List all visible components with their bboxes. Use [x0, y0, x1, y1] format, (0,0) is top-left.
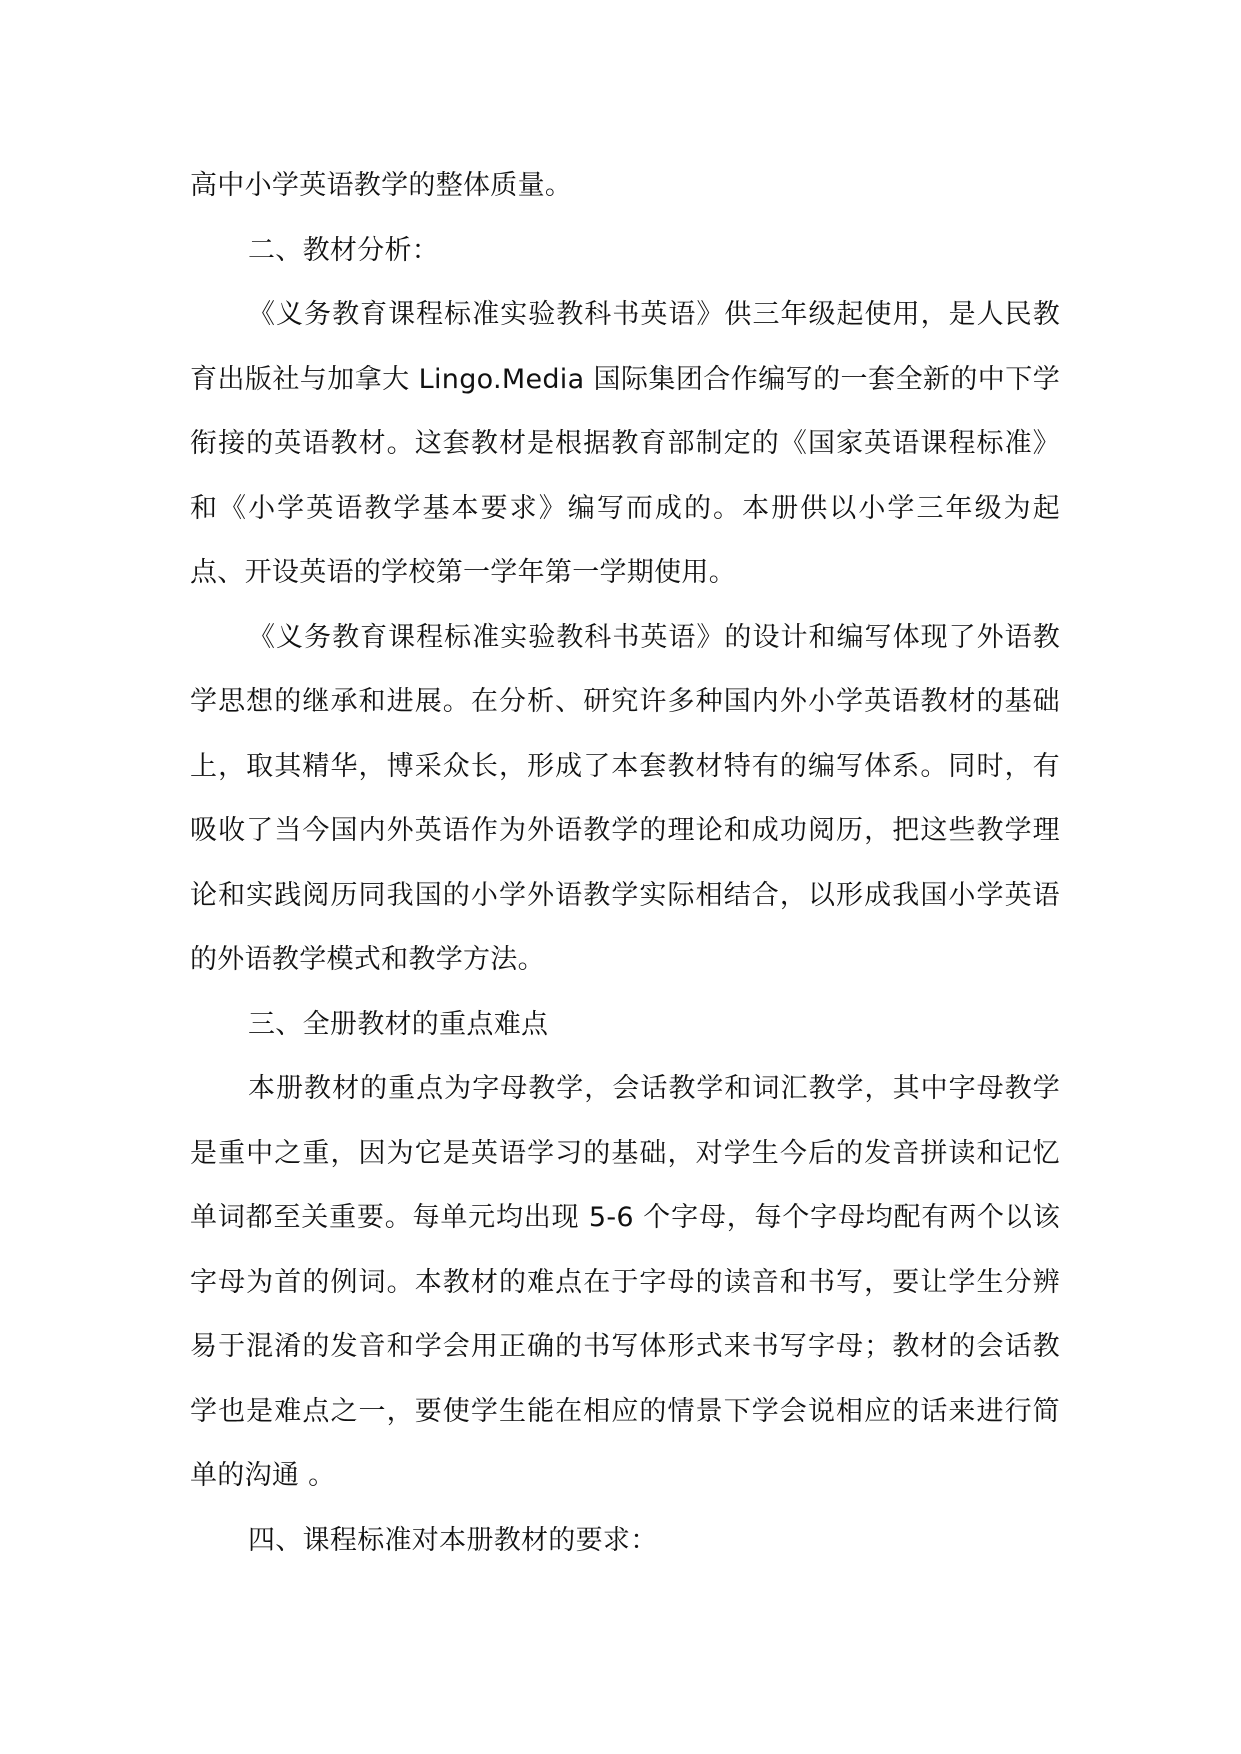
paragraph-textbook-intro: 《义务教育课程标准实验教科书英语》供三年级起使用，是人民教育出版社与加拿大 Lingo.Media 国际集团合作编写的一套全新的中下学衔接的英语教材。这套教材是根据教育部制定的《国家英语课程标准》和《小学英语教学基本要求》编写而成的。本册供以小学三年级为起点、开设英语的学校第一学年第一学期使用。 [190, 299, 1060, 588]
document-body [190, 154, 1060, 1573]
section-heading-curriculum-requirements: 四、课程标准对本册教材的要求： [248, 1524, 658, 1556]
paragraph-key-points: 本册教材的重点为字母教学，会话教学和词汇教学，其中字母教学是重中之重，因为它是英语学习的基础，对学生今后的发音拼读和记忆单词都至关重要。每单元均出现 5-6 个字母，每个字母均配有两个以该字母为首的例词。本教材的难点在于字母的读音和书写，要让学生分辨易于混淆的发音和学会用正确的书写体形式来书写字母；教材的会话教学也是难点之一，要使学生能在相应的情景下学会说相应的话来进行简单的沟通 。 [190, 1073, 1060, 1491]
paragraph-textbook-design: 《义务教育课程标准实验教科书英语》的设计和编写体现了外语教学思想的继承和进展。在分析、研究许多种国内外小学英语教材的基础上，取其精华，博采众长，形成了本套教材特有的编写体系。同时，有吸收了当今国内外英语作为外语教学的理论和成功阅历，把这些教学理论和实践阅历同我国的小学外语教学实际相结合，以形成我国小学英语的外语教学模式和教学方法。 [190, 621, 1060, 975]
section-heading-textbook-analysis: 二、教材分析： [248, 234, 440, 266]
paragraph-continuation: 高中小学英语教学的整体质量。 [190, 170, 573, 201]
section-heading-key-points: 三、全册教材的重点难点 [248, 1008, 549, 1040]
